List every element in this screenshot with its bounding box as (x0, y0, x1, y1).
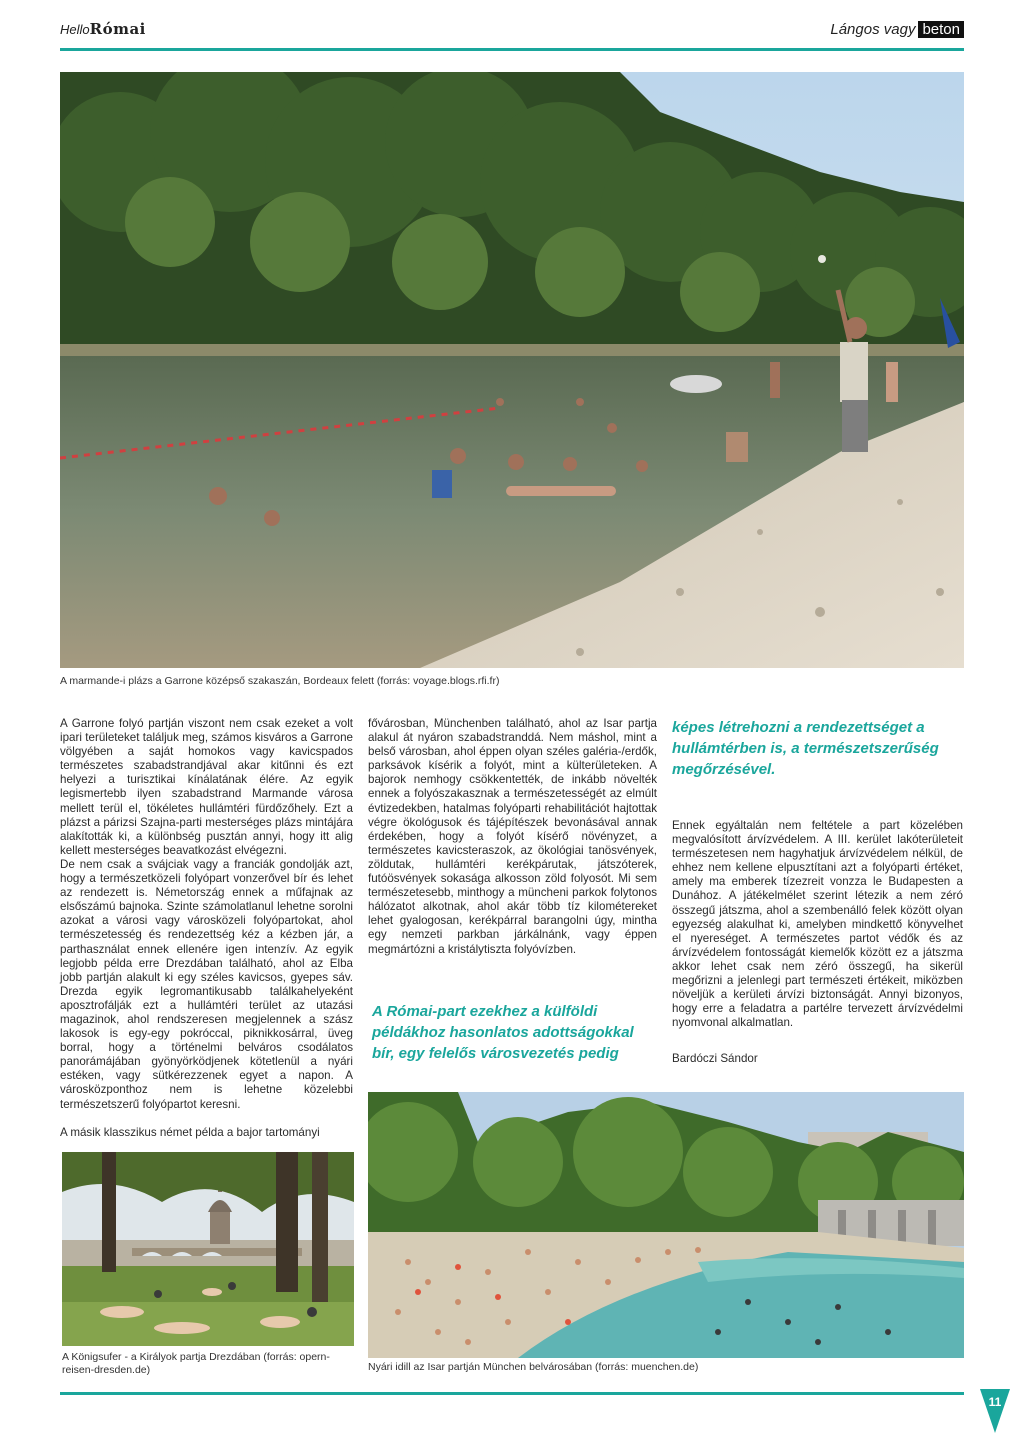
magazine-brand (60, 20, 146, 38)
main-photo-caption: A marmande-i plázs a Garrone középső szakaszán, Bordeaux felett (forrás: voyage.blogs.rfi.fr) (60, 675, 500, 687)
section-tag: beton (918, 21, 964, 38)
main-photo-river-beach (60, 72, 964, 668)
page-number: 11 (988, 1395, 1002, 1409)
article-author: Bardóczi Sándor (672, 1052, 758, 1065)
pull-quote-end: képes létrehozni a rendezettséget a hullámtérben is, a természetszerűség megőrzésével. (672, 719, 939, 778)
section-text: Lángos vagy (830, 21, 916, 38)
brand-name: Római (89, 20, 146, 38)
article-paragraph: A Garrone folyó partján viszont nem csak ezeket a volt ipari területeket találjuk meg, számos kisváros a Garrone völgyében a saját homokos vagy kavicspados természetes szabadstrandjával akar kitűnni és ezt helyezi a turisztikai kínálatának élére. Az egyik legismertebb ilyen szabadstrand Marmande városa mellett terül el, tökéletes hullámtéri fürdőzőhely. Ezt a plázst a párizsi Szajna-parti mesterséges plázs mintájára alakították ki, a különbség pusztán annyi, hogy itt alig kellett mesterséges beavatkozást elvégezni. (60, 717, 353, 857)
munich-photo-caption: Nyári idill az Isar partján München belvárosában (forrás: muenchen.de) (368, 1361, 699, 1373)
section-title (830, 21, 964, 38)
article-paragraph: De nem csak a svájciak vagy a franciák gondolják azt, hogy a természetközeli folyópart vonzerővel bír és lehet az rendezett is. Németország ennek a műfajnak az elsőszámú bajnoka. Szinte számolatlanul lehetne sorolni azokat a városi vagy városközeli folyópartokat, ahol természetesség és rendezettség kéz a kézben jár, a parthasználat ennek ellenére igen intenzív. Az egyik legjobb példa erre Drezdában található, ahol az Elba jobb partján alakult ki egy széles kavicsos, gyepes sáv. Drezda egyik legromantikusabb találkahelyeként aposztrofálják ezt a hullámtéri terület az utazási magazinok, ahol rendszeresen megjelennek a szász lakosok is egy-egy pokróccal, piknikkosárral, üveg borral, hogy a történelmi belváros csodálatos panorámájában gyönyörködjenek kötetlenül a nyári estéken, vagy sütkérezzenek egyet a napon. A városközponthoz nem is lehetne közelebbi természetszerű folyópartot keresni. (60, 857, 353, 1111)
article-paragraph: Ennek egyáltalán nem feltétele a part közelében megvalósított árvízvédelem. A III. kerület lakóterületeit természetesen nem hagyhatjuk árvízvédelem nélkül, de ehhez nem kellene elpusztítani azt a folyóparti értéket, amely ma emberek tízezreit vonzza le Budapesten a Dunához. A játékelmélet szerint létezik a nem zéró összegű játszma, ahol a szembenálló felek között olyan egyezség alakulhat ki, amelyben mindkettő könyvelhet el nyereséget. A természetes partot védők és az árvízvédelem fontosságát kiemelők között ez a játszma akkor lehet csak nem zéró összegű, ha sikerül megőrizni a jelenlegi part természeti értékeit, miközben növeljük a kerületi árvízi biztonságát. Annyi bizonyos, hogy erre a feladatra a partélre tervezett árvízvédelmi nyomvonal alkalmatlan. (672, 819, 963, 1030)
article-column-3 (672, 819, 963, 1030)
pull-quote-start: A Római-part ezekhez a külföldi példákhoz hasonlatos adottságokkal bír, egy felelős városvezetés pedig (372, 1003, 634, 1062)
footer-divider (60, 1392, 964, 1395)
article-paragraph: fővárosban, Münchenben található, ahol az Isar partja alakul át nyáron szabadstranddá. Nem máshol, mint a belső városban, ahol éppen olyan széles galéria-/erdők, parksávok kísérik a folyót, mint a külterületeken. A bajorok nemhogy csökkentették, de inkább növelték ennek a folyószakasznak a természetességét az elmúlt évtizedekben, hatalmas folyóparti rehabilitációt hajtottak végre ökológusok és tájépítészek bevonásával annak érdekében, hogy a folyót kísérő növényzet, a természetes kavicsteraszok, az ökológiai tanösvények, zöldutak, hullámtéri kerékpárutak, játszóterek, futóösvények sokasága alkosson zöld folyosót. Mi sem természetesebb, minthogy a müncheni parkok folytonos hálózatot alkotnak, ahol akár több tíz kilométereket lehet gyalogosan, kerékpárral barangolni úgy, mintha egy nemzeti parkban járkálnánk, vagy éppen megmártózni a kristálytiszta folyóvízben. (368, 717, 657, 956)
article-column-1 (60, 717, 353, 1112)
dresden-photo (62, 1152, 354, 1346)
header-divider (60, 48, 964, 51)
dresden-photo-caption: A Königsufer - a Királyok partja Drezdában (forrás: opern-reisen-dresden.de) (62, 1351, 330, 1376)
article-column-2 (368, 717, 657, 957)
munich-photo (368, 1092, 964, 1358)
brand-hello: Hello (60, 22, 90, 37)
article-column-1-tail: A másik klasszikus német példa a bajor tartományi (60, 1126, 320, 1139)
